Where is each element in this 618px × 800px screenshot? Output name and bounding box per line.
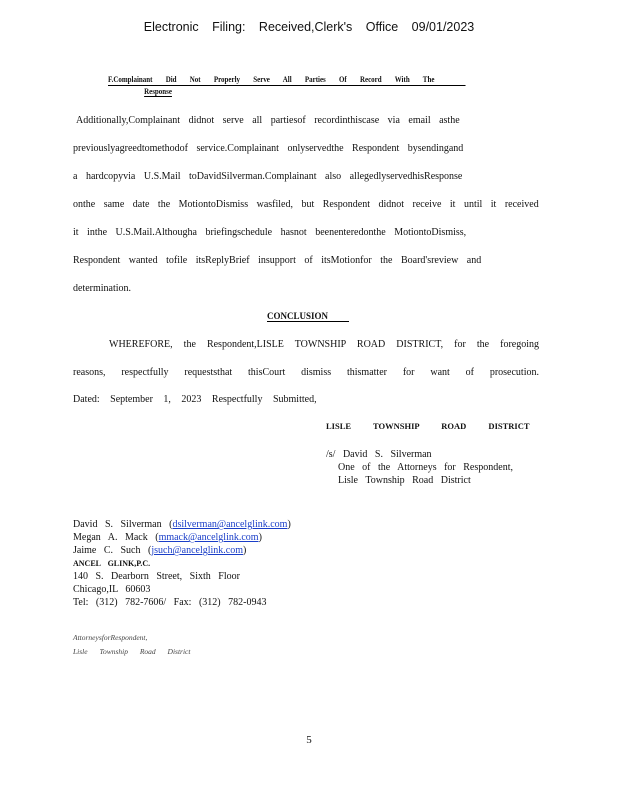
attorneys-for-client: Lisle Township Road District (73, 647, 191, 656)
email-link[interactable]: dsilverman@ancelglink.com (172, 519, 288, 530)
signature-role: One of the Attorneys for Respondent, (338, 462, 513, 473)
email-link[interactable]: mmack@ancelglink.com (158, 532, 259, 543)
address-line: 140 S. Dearborn Street, Sixth Floor (73, 571, 240, 582)
phone-line: Tel: (312) 782-7606/ Fax: (312) 782-0943 (73, 597, 267, 608)
paragraph-line: it inthe U.S.Mail.Althougha briefingschedule hasnot beenenteredonthe MotiontoDismiss, (73, 227, 467, 238)
signature-client: Lisle Township Road District (338, 475, 471, 486)
conclusion-heading: CONCLUSION (267, 311, 349, 322)
paragraph-line: a hardcopyvia U.S.Mail toDavidSilverman.Complainant also allegedlyservedhisResponse (73, 171, 463, 182)
section-heading-line2: Response (144, 86, 172, 96)
conclusion-paragraph (73, 338, 539, 394)
attorney-line: Jaime C. Such (jsuch@ancelglink.com) (73, 545, 247, 556)
conclusion-line: reasons, respectfully requeststhat thisCourt dismiss thismatter for want of prosecution. (73, 367, 539, 378)
firm-name: ANCEL GLINK,P.C. (73, 559, 151, 568)
body-paragraph (73, 114, 543, 310)
attorney-name: Jaime C. Such (73, 545, 141, 556)
email-link[interactable]: jsuch@ancelglink.com (151, 545, 244, 556)
paragraph-line: Respondent wanted tofile itsReplyBrief insupport of itsMotionfor the Board'sreview and (73, 255, 482, 266)
page-number: 5 (306, 734, 312, 746)
signature-org: LISLE TOWNSHIP ROAD DISTRICT (326, 421, 530, 431)
paragraph-line: onthe same date the MotiontoDismiss wasfiled, but Respondent didnot receive it until it received (73, 199, 539, 210)
conclusion-line: WHEREFORE, the Respondent,LISLE TOWNSHIP ROAD DISTRICT, for the foregoing (109, 339, 539, 350)
section-heading (108, 74, 466, 97)
attorneys-for-block (73, 631, 190, 659)
filing-stamp: Electronic Filing: Received,Clerk's Office 09/01/2023 (143, 20, 475, 34)
attorney-name: Megan A. Mack (73, 532, 148, 543)
dated-line: Dated: September 1, 2023 Respectfully Submitted, (73, 394, 317, 405)
attorney-name: David S. Silverman (73, 519, 162, 530)
signature-block (326, 448, 513, 487)
paragraph-line: determination. (73, 283, 132, 294)
contact-block (73, 518, 291, 609)
section-heading-line1: F.Complainant Did Not Properly Serve All Parties Of Record With The (108, 74, 466, 86)
attorneys-for-label: AttorneysforRespondent, (73, 633, 148, 642)
paragraph-line: previouslyagreedtomethodof service.Complainant onlyservedthe Respondent bysendingand (73, 143, 464, 154)
paragraph-line: Additionally,Complainant didnot serve all partiesof recordinthiscase via email asthe (76, 115, 460, 126)
attorney-line: David S. Silverman (dsilverman@ancelglink.com) (73, 519, 291, 530)
attorney-line: Megan A. Mack (mmack@ancelglink.com) (73, 532, 262, 543)
address-line: Chicago,IL 60603 (73, 584, 151, 595)
signature-signed: /s/ David S. Silverman (326, 449, 432, 460)
